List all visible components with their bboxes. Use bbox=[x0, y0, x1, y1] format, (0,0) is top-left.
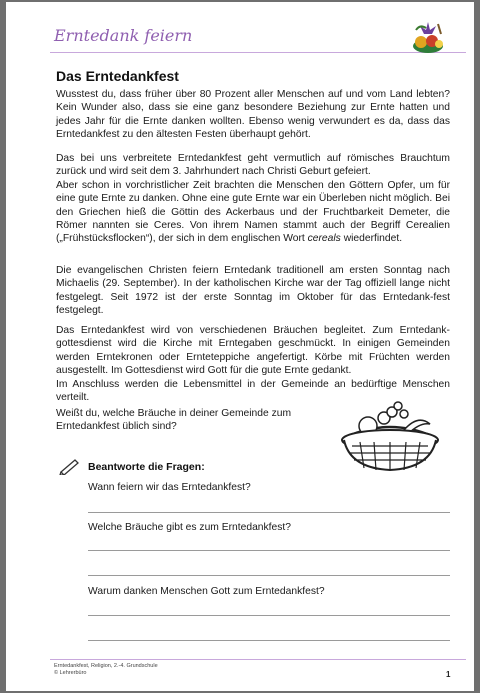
page-title: Das Erntedankfest bbox=[56, 68, 179, 84]
answer-line[interactable] bbox=[88, 615, 450, 616]
question-3: Warum danken Menschen Gott zum Erntedankfest? bbox=[88, 586, 325, 597]
worksheet-page bbox=[6, 2, 474, 691]
answer-line[interactable] bbox=[88, 512, 450, 513]
paragraph-history-italic-word: cereals bbox=[307, 233, 341, 245]
answer-line[interactable] bbox=[88, 640, 450, 641]
footer-publisher: © Lehrerbüro bbox=[54, 670, 87, 676]
task-heading: Beantworte die Fragen: bbox=[88, 461, 205, 473]
footer-credits bbox=[54, 663, 158, 677]
paragraph-customs bbox=[56, 324, 450, 404]
paragraph-history-text: Aber schon in vorchristlicher Zeit brachten die Menschen den Göttern Opfer, um für eine gute Ernte zu danken. Ohne eine gute Ernte war ein Überleben nicht möglich. Bei den Griechen hieß die Göttin des Ackerbaus und der Fruchtbarkeit Demeter, die Römer nannten sie Ceres. Von ihrem Namen stammt auch der Begriff Cerealien („Frühstücksflocken“), der sich in dem englischen Wort bbox=[56, 179, 450, 245]
paragraph-customs-end: Im Anschluss werden die Lebensmittel in der Gemeinde an bedürftige Menschen verteilt. bbox=[56, 378, 450, 404]
paragraph-dates: Die evangelischen Christen feiern Erntedank traditionell am ersten Sonntag nach Michaelis (29. September). In der katholischen Kirche war der Tag offiziell lange nicht festgelegt. Seit 1972 ist der erste Sonntag im Oktober für das Erntedank-fest festgelegt. bbox=[56, 265, 450, 317]
answer-line[interactable] bbox=[88, 550, 450, 551]
fruit-basket-icon bbox=[334, 396, 446, 476]
header-divider bbox=[50, 52, 466, 53]
paragraph-customs-main: Das Erntedankfest wird von verschiedenen Bräuchen begleitet. Zum Erntedank-gottesdienst wird die Kirche mit Erntegaben geschmückt. In einigen Gemeinden werden Erntekronen oder Ernteteppiche angefertigt. Körbe mit Früchten werden ausgestellt. Im Gottesdienst wird Gott für die gute Ernte gedankt. bbox=[56, 325, 450, 377]
footer-subject: Erntedankfest, Religion, 2.-4. Grundschule bbox=[54, 663, 158, 669]
header-title: Erntedank feiern bbox=[54, 26, 193, 45]
question-2: Welche Bräuche gibt es zum Erntedankfest? bbox=[88, 522, 291, 533]
harvest-logo-icon bbox=[408, 16, 448, 56]
question-1: Wann feiern wir das Erntedankfest? bbox=[88, 482, 251, 493]
page-number: 1 bbox=[446, 670, 451, 679]
paragraph-history-line2 bbox=[56, 179, 450, 246]
paragraph-intro: Wusstest du, dass früher über 80 Prozent aller Menschen auf und vom Land lebten? Kein Wunder also, dass sie eine ganz besondere Beziehung zur Ernte hatten und jedes Jahr für die Ernte danken wollten. Ebenso wenig verwundert es da, dass das Erntedankfest zu den ältesten Festen überhaupt gehört. bbox=[56, 89, 450, 141]
paragraph-history bbox=[56, 152, 450, 246]
question-intro: Weißt du, welche Bräuche in deiner Gemeinde zum Erntedankfest üblich sind? bbox=[56, 408, 292, 433]
answer-line[interactable] bbox=[88, 575, 450, 576]
paragraph-history-end: wiederfindet. bbox=[343, 233, 403, 245]
pencil-icon bbox=[58, 457, 80, 475]
footer-divider bbox=[50, 659, 466, 660]
paragraph-history-line1: Das bei uns verbreitete Erntedankfest geht vermutlich auf römisches Brauchtum zurück und wird seit dem 3. Jahrhundert nach Christi Geburt gefeiert. bbox=[56, 153, 450, 178]
